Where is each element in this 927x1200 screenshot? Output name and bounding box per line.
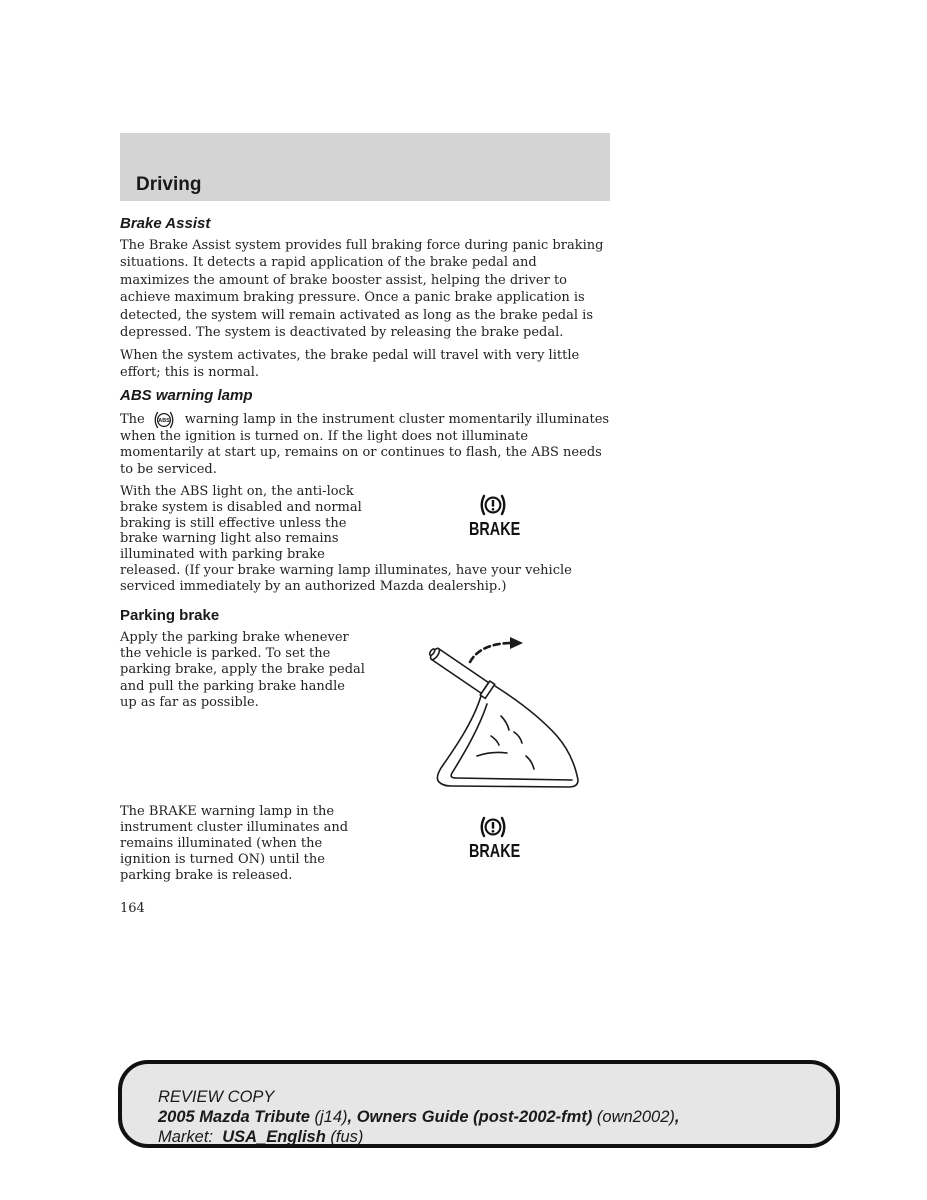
paragraph-line: momentarily at start up, remains on or continues to flash, the ABS needs xyxy=(120,445,602,461)
paragraph-line: parking brake is released. xyxy=(120,868,293,883)
abs-warning-icon xyxy=(153,410,175,430)
vehicle-model-code: (j14) xyxy=(314,1108,348,1126)
market-label: Market: xyxy=(158,1128,214,1146)
page-number: 164 xyxy=(120,901,145,916)
paragraph-line: remains illuminated (when the xyxy=(120,836,323,851)
paragraph-line: and pull the parking brake handle xyxy=(120,678,345,694)
market-code: (fus) xyxy=(330,1128,364,1146)
paragraph-line: The BRAKE warning lamp in the xyxy=(120,804,335,819)
parking-brake-lever-illustration xyxy=(421,632,583,790)
paragraph-line: up as far as possible. xyxy=(120,694,259,710)
review-copy-stamp xyxy=(118,1060,840,1148)
brake-assist-description xyxy=(120,237,603,341)
market-line xyxy=(158,1127,679,1147)
market-value: USA_English xyxy=(222,1128,326,1146)
paragraph-line: Apply the parking brake whenever xyxy=(120,630,349,645)
brake-warning-indicator xyxy=(463,816,523,860)
abs-icon-label: ABS xyxy=(158,417,170,424)
paragraph-line: instrument cluster illuminates and xyxy=(120,820,349,835)
guide-code: (own2002) xyxy=(596,1108,675,1126)
paragraph-line: released. (If your brake warning lamp illuminates, have your vehicle xyxy=(120,562,572,578)
paragraph-line: effort; this is normal. xyxy=(120,365,260,381)
document-identifier-line xyxy=(158,1107,679,1127)
abs-warning-lamp-description xyxy=(120,412,609,479)
paragraph-line: parking brake, apply the brake pedal xyxy=(120,662,365,678)
paragraph-line: maximizes the amount of brake booster assist, helping the driver to xyxy=(120,272,567,288)
line-rest-text: warning lamp in the instrument cluster momentarily illuminates xyxy=(184,412,610,427)
arrow-head-icon xyxy=(510,637,523,649)
paragraph-line: When the system activates, the brake pedal will travel with very little xyxy=(120,348,580,363)
brake-warning-indicator xyxy=(463,494,523,538)
paragraph-line: ignition is turned ON) until the xyxy=(120,852,325,867)
paragraph-line: to be serviced. xyxy=(120,462,217,478)
brake-warning-label: BRAKE xyxy=(469,519,521,539)
paragraph-line: situations. It detects a rapid application of the brake pedal and xyxy=(120,255,537,271)
paragraph-line xyxy=(120,412,609,429)
brake-assist-normal-note xyxy=(120,347,579,381)
section-header-band xyxy=(120,133,610,201)
paragraph-line: brake system is disabled and normal xyxy=(120,499,362,515)
guide-title: , Owners Guide (post-2002-fmt) xyxy=(347,1108,593,1126)
paragraph-line: achieve maximum braking pressure. Once a panic brake application is xyxy=(120,290,585,306)
lever-boot xyxy=(437,686,578,787)
brake-lamp-note xyxy=(120,804,348,884)
paragraph-line: depressed. The system is deactivated by releasing the brake pedal. xyxy=(120,325,564,341)
brake-warning-icon xyxy=(479,816,507,838)
parking-brake-instructions xyxy=(120,630,365,711)
paragraph-line: the vehicle is parked. To set the xyxy=(120,646,331,662)
review-copy-text xyxy=(158,1087,679,1147)
lever-handle xyxy=(431,649,488,694)
paragraph-line: braking is still effective unless the xyxy=(120,515,347,531)
paragraph-line: brake warning light also remains xyxy=(120,531,339,547)
vehicle-model: 2005 Mazda Tribute xyxy=(158,1108,310,1126)
section-title: Driving xyxy=(136,174,202,195)
brake-warning-label: BRAKE xyxy=(469,841,521,861)
abs-warning-lamp-heading: ABS warning lamp xyxy=(120,387,253,404)
line-lead-text: The xyxy=(120,412,145,427)
brake-warning-icon xyxy=(479,494,507,516)
paragraph-line: The Brake Assist system provides full braking force during panic braking xyxy=(120,238,604,253)
paragraph-line: illuminated with parking brake xyxy=(120,547,325,563)
brake-assist-heading: Brake Assist xyxy=(120,215,211,232)
pull-direction-arrow xyxy=(470,643,510,662)
paragraph-line: detected, the system will remain activated as long as the brake pedal is xyxy=(120,307,594,323)
parking-brake-heading: Parking brake xyxy=(120,607,220,624)
paragraph-line: With the ABS light on, the anti-lock xyxy=(120,484,354,499)
paragraph-line: when the ignition is turned on. If the light does not illuminate xyxy=(120,428,529,444)
trailing-comma: , xyxy=(674,1108,680,1126)
review-copy-title: REVIEW COPY xyxy=(158,1088,275,1106)
paragraph-line: serviced immediately by an authorized Mazda dealership.) xyxy=(120,578,507,594)
